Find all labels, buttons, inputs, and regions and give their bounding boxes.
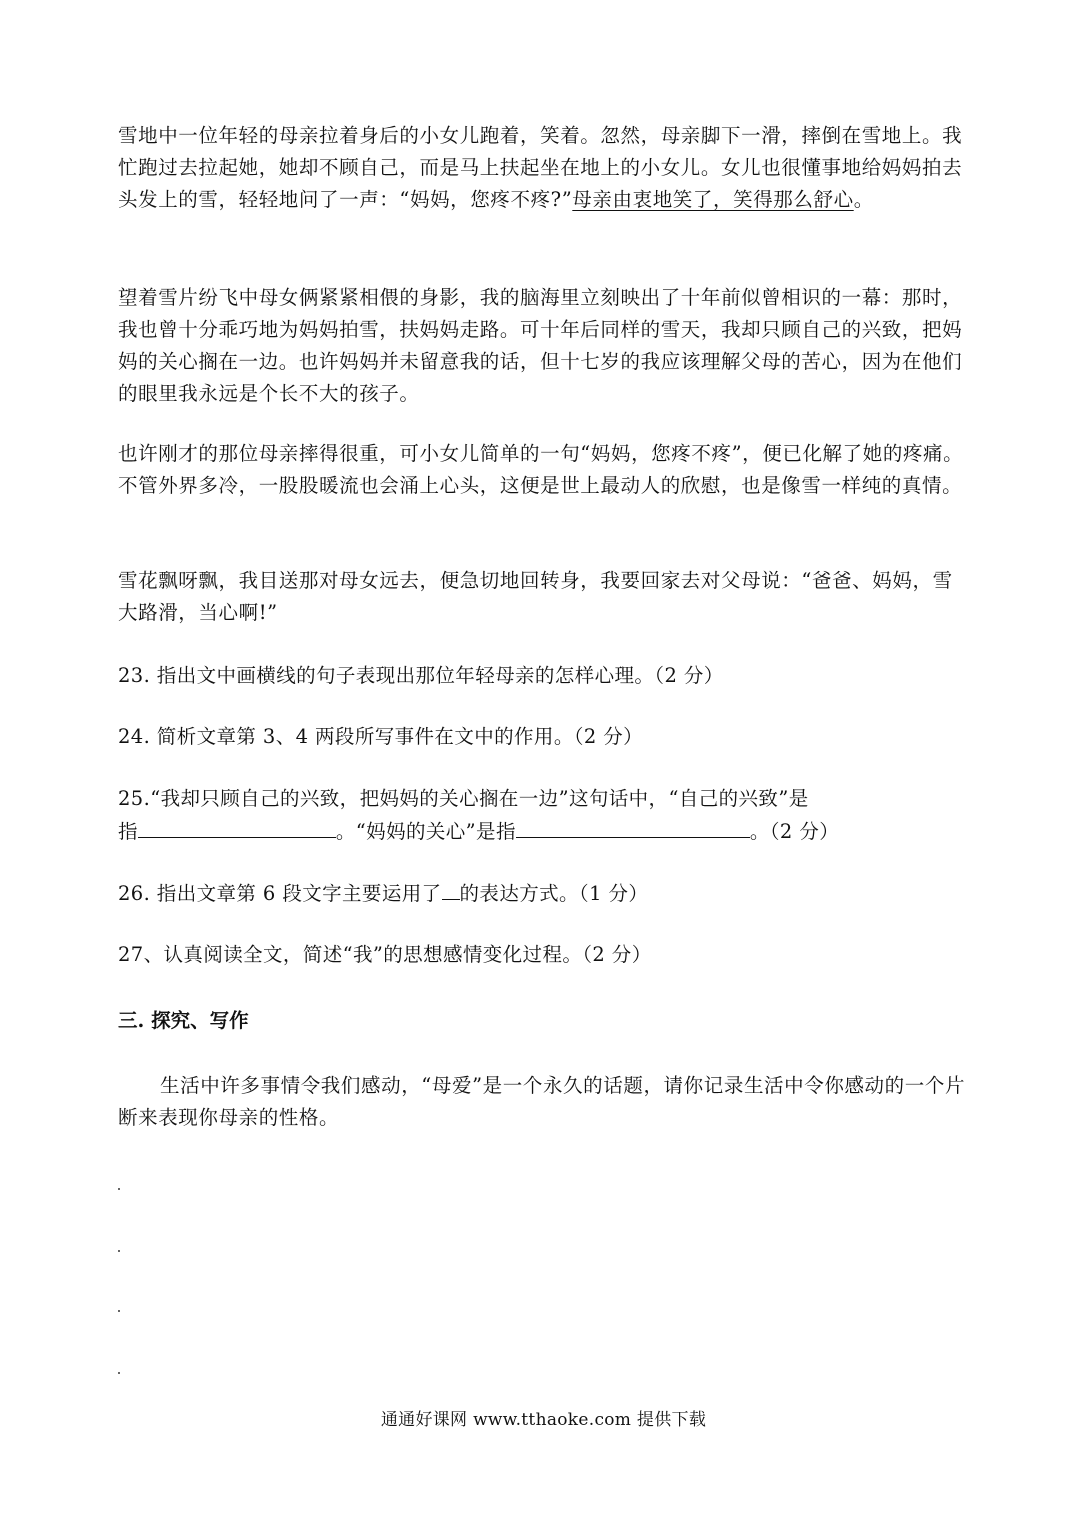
writing-line-mark [118,1372,120,1374]
section-title: 三. 探究、写作 [118,1009,249,1032]
writing-line-mark [118,1188,120,1190]
page-footer: 通通好课网 www.tthaoke.com 提供下载 [380,1410,707,1430]
question-27: 27、认真阅读全文，简述“我”的思想感情变化过程。（2 分） [118,943,652,966]
writing-line-mark [118,1310,120,1312]
paragraph-1-end: 。 [853,188,874,211]
writing-prompt: 生活中许多事情令我们感动，“母爱”是一个永久的话题，请你记录生活中令你感动的一个片断来表现你母亲的性格。 [118,1074,966,1129]
question-25 [118,783,970,848]
question-24: 24. 简析文章第 3、4 两段所写事件在文中的作用。（2 分） [118,725,644,748]
question-25-line1: 25.“我却只顾自己的兴致，把妈妈的关心搁在一边”这句话中，“自己的兴致”是 [118,787,809,810]
paragraph-1 [118,120,970,216]
paragraph-4: 雪花飘呀飘，我目送那对母女远去，便急切地回转身，我要回家去对父母说：“爸爸、妈妈，雪大路滑，当心啊!” [118,569,953,624]
writing-line-mark [118,1250,120,1252]
answer-blank-1[interactable] [138,815,336,838]
question-26 [118,877,970,910]
question-23: 23. 指出文中画横线的句子表现出那位年轻母亲的怎样心理。（2 分） [118,664,724,687]
paragraph-1-text: 雪地中一位年轻的母亲拉着身后的小女儿跑着，笑着。忽然，母亲脚下一滑，摔倒在雪地上。我忙跑过去拉起她，她却不顾自己，而是马上扶起坐在地上的小女儿。女儿也很懂事地给妈妈拍去头发上的雪，轻轻地问了一声：“妈妈，您疼不疼?” [118,124,963,211]
question-26-before: 26. 指出文章第 6 段文字主要运用了 [118,882,442,905]
question-26-after: 的表达方式。（1 分） [459,882,649,905]
paragraph-2: 望着雪片纷飞中母女俩紧紧相偎的身影，我的脑海里立刻映出了十年前似曾相识的一幕：那时，我也曾十分乖巧地为妈妈拍雪，扶妈妈走路。可十年后同样的雪天，我却只顾自己的兴致，把妈妈的关心搁在一边。也许妈妈并未留意我的话，但十七岁的我应该理解父母的苦心，因为在他们的眼里我永远是个长不大的孩子。 [118,286,963,405]
underlined-sentence: 母亲由衷地笑了，笑得那么舒心 [572,188,854,211]
question-25-part3: 。（2 分） [749,820,840,843]
question-25-part2: 。“妈妈的关心”是指 [335,820,516,843]
paragraph-3: 也许刚才的那位母亲摔得很重，可小女儿简单的一句“妈妈，您疼不疼”，便已化解了她的疼痛。不管外界多冷，一股股暖流也会涌上心头，这便是世上最动人的欣慰，也是像雪一样纯的真情。 [118,442,964,497]
answer-blank-3[interactable] [442,877,460,900]
answer-blank-2[interactable] [516,815,750,838]
question-25-part1: 指 [118,820,138,843]
